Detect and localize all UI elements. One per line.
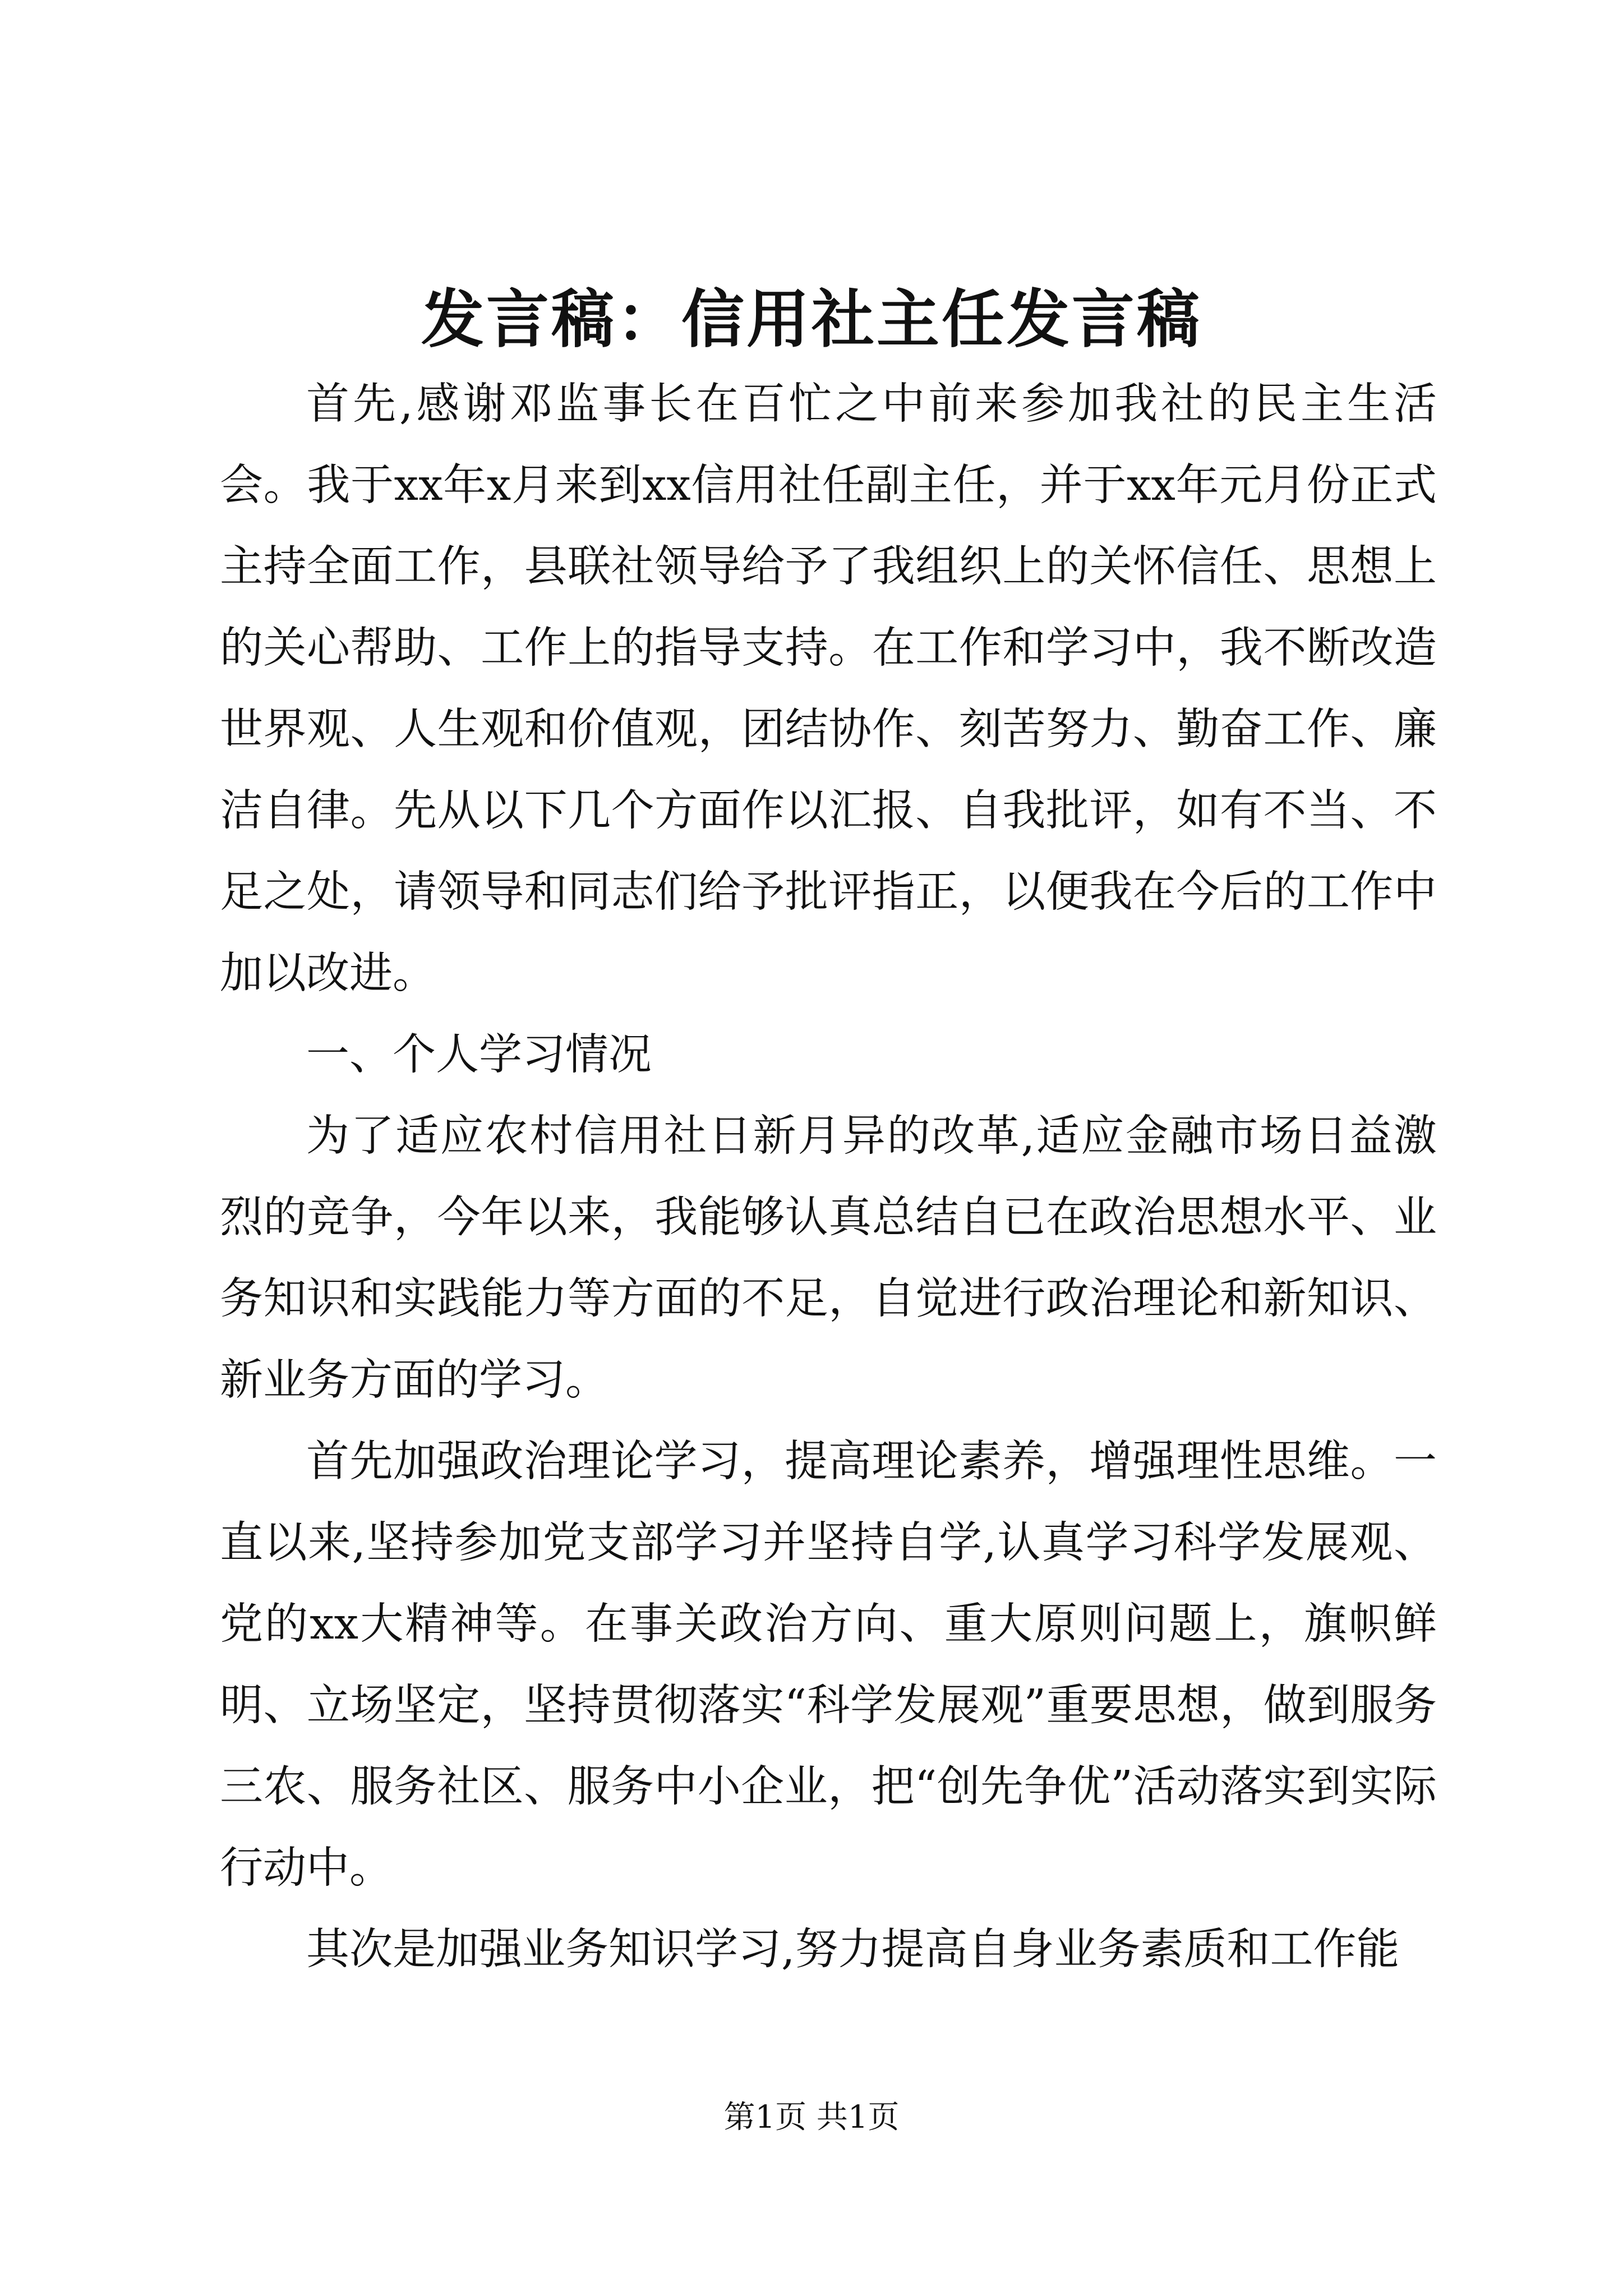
paragraph-business-knowledge: 其次是加强业务知识学习,努力提高自身业务素质和工作能 [306, 1925, 1400, 1975]
document-body [220, 364, 1437, 1990]
document-title: 发言稿：信用社主任发言稿 [421, 283, 1202, 356]
section-heading-personal-study: 一、个人学习情况 [306, 1030, 652, 1080]
paragraph-political-theory: 首先加强政治理论学习，提高理论素养，增强理性思维。一直以来,坚持参加党支部学习并坚持自学,认真学习科学发展观、党的xx大精神等。在事关政治方向、重大原则问题上，旗帜鲜明、立场坚定，坚持贯彻落实“科学发展观”重要思想，做到服务三农、服务社区、服务中小企业，把“创先争优”活动落实到实际行动中。 [220, 1437, 1437, 1893]
paragraph-intro: 首先,感谢邓监事长在百忙之中前来参加我社的民主生活会。我于xx年x月来到xx信用社任副主任，并于xx年元月份正式主持全面工作，县联社领导给予了我组织上的关怀信任、思想上的关心帮助、工作上的指导支持。在工作和学习中，我不断改造世界观、人生观和价值观，团结协作、刻苦努力、勤奋工作、廉洁自律。先从以下几个方面作以汇报、自我批评，如有不当、不足之处，请领导和同志们给予批评指正，以便我在今后的工作中加以改进。 [220, 379, 1437, 999]
page-number-footer: 第1页 共1页 [723, 2099, 900, 2136]
paragraph-study-overview: 为了适应农村信用社日新月异的改革,适应金融市场日益激烈的竞争，今年以来，我能够认真总结自已在政治思想水平、业务知识和实践能力等方面的不足，自觉进行政治理论和新知识、新业务方面的学习。 [220, 1111, 1437, 1405]
